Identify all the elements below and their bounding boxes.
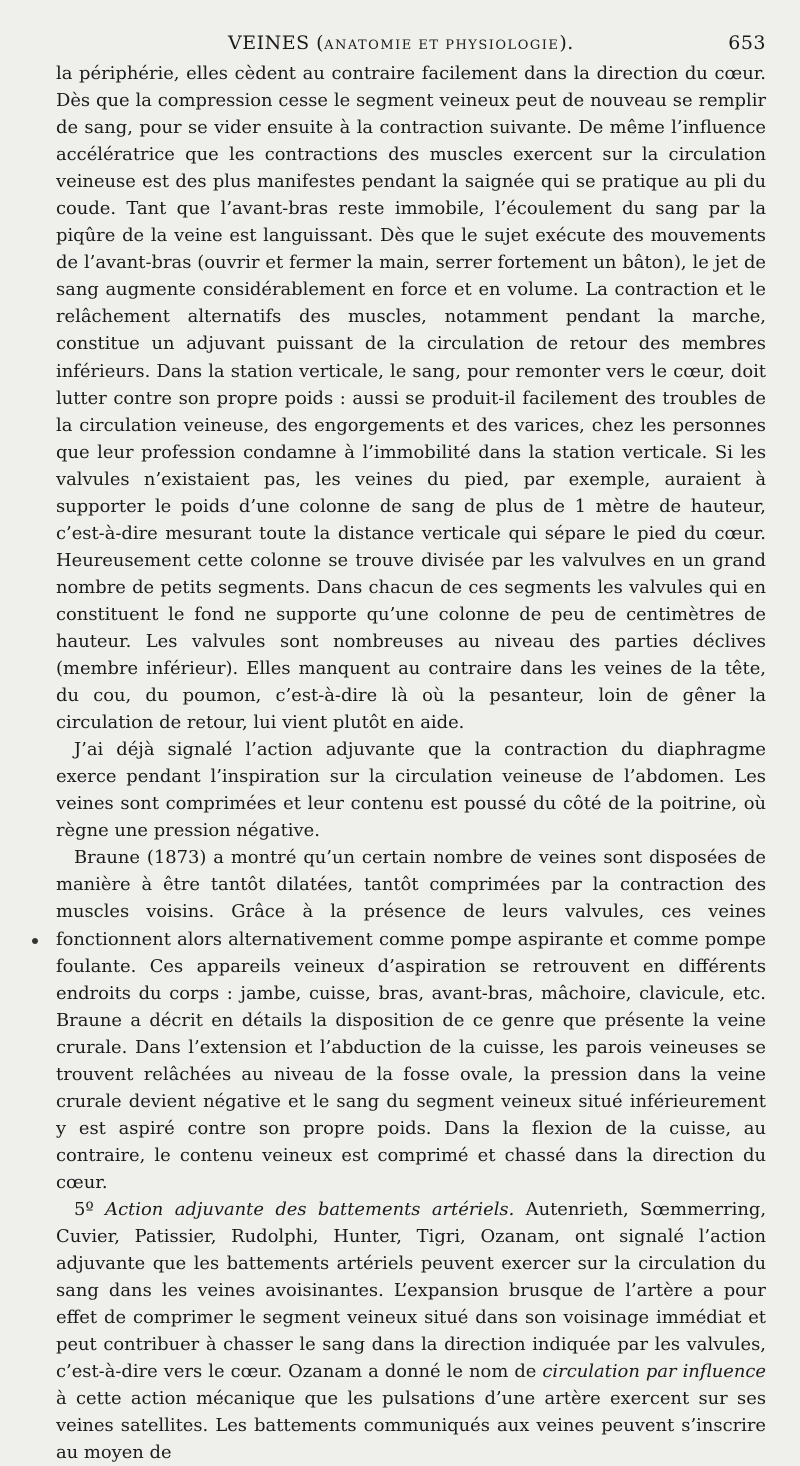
title-subtitle: ANATOMIE ET PHYSIOLOGIE [324, 38, 560, 53]
title-end: ). [559, 32, 574, 54]
paragraph-3: Braune (1873) a montré qu’un certain nombre de veines sont disposées de manière à être tantôt dilatées, tantôt comprimées par la contraction des muscles voisins. Grâce à la présence de leurs valvules, ces veines fonctionnent alors alternativement comme pompe aspirante et comme pompe foulante. Ces appareils veineux d’aspiration se retrouvent en différents endroits du corps : jambe, cuisse, bras, avant-bras, mâchoire, clavicule, etc. Braune a décrit en détails la disposition de ce genre que présente la veine crurale. Dans l’extension et l’abduction de la cuisse, les parois veineuses se trouvent relâchées au niveau de la fosse ovale, la pression dans la veine crurale devient négative et le sang du segment veineux situé inférieurement y est aspiré contre son propre poids. Dans la flexion de la cuisse, au contraire, le contenu veineux est comprimé et chassé dans la direction du cœur. [56, 847, 766, 1193]
title-main: VEINES ( [228, 32, 325, 54]
body-text [56, 60, 766, 1466]
running-header [56, 26, 766, 60]
section-title: Action adjuvante des battements artériels. [105, 1198, 515, 1220]
section-number: 5º [74, 1198, 106, 1220]
paragraph-1: la périphérie, elles cèdent au contraire facilement dans la direction du cœur. Dès que la compression cesse le segment veineux peut de nouveau se remplir de sang, pour se vider ensuite à la contraction suivante. De même l’influence accélératrice que les contractions des muscles exercent sur la circulation veineuse est des plus manifestes pendant la saignée qui se pratique au pli du coude. Tant que l’avant-bras reste immobile, l’écoulement du sang par la piqûre de la veine est languissant. Dès que le sujet exécute des mouvements de l’avant-bras (ouvrir et fermer la main, serrer fortement un bâton), le jet de sang augmente considérablement en force et en volume. La contraction et le relâchement alternatifs des muscles, notamment pendant la marche, constitue un adjuvant puissant de la circulation de retour des membres inférieurs. Dans la station verticale, le sang, pour remonter vers le cœur, doit lutter contre son propre poids : aussi se produit-il facilement des troubles de la circulation veineuse, des engorgements et des varices, chez les personnes que leur profession condamne à l’immobilité dans la station verticale. Si les valvules n’existaient pas, les veines du pied, par exemple, auraient à supporter le poids d’une colonne de sang de plus de 1 mètre de hauteur, c’est-à-dire mesurant toute la distance verticale qui sépare le pied du cœur. Heureusement cette colonne se trouve divisée par les valvulves en un grand nombre de petits segments. Dans chacun de ces segments les valvules qui en constituent le fond ne supporte qu’une colonne de peu de centimètres de hauteur. Les valvules sont nombreuses au niveau des parties déclives (membre inférieur). Elles manquent au contraire dans les veines de la tête, du cou, du poumon, c’est-à-dire là où la pesanteur, loin de gêner la circulation de retour, lui vient plutôt en aide. [56, 63, 766, 734]
paragraph-4 [56, 1196, 766, 1466]
paragraph-2: J’ai déjà signalé l’action adjuvante que la contraction du diaphragme exerce pendant l’inspiration sur la circulation veineuse de l’abdomen. Les veines sont comprimées et leur contenu est poussé du côté de la poitrine, où règne une pression négative. [56, 739, 766, 842]
running-title [228, 32, 574, 54]
paragraph-4-text-b: à cette action mécanique que les pulsations d’une artère exercent sur ses veines satellites. Les battements communiqués aux veines peuvent s’inscrire au moyen de [56, 1388, 766, 1464]
paragraph-4-text-a: Autenrieth, Sœmmerring, Cuvier, Patissier, Rudolphi, Hunter, Tigri, Ozanam, ont signalé l’action adjuvante que les battements artériels peuvent exercer sur la circulation du sang dans les veines avoisinantes. L’expansion brusque de l’artère a pour effet de comprimer le segment veineux situé dans son voisinage immédiat et peut contribuer à chasser le sang dans la direction indiquée par les valvules, c’est-à-dire vers le cœur. Ozanam a donné le nom de [56, 1198, 767, 1383]
page-number: 653 [728, 32, 766, 54]
italic-term: circulation par influence [542, 1361, 766, 1383]
margin-dot [32, 938, 38, 944]
